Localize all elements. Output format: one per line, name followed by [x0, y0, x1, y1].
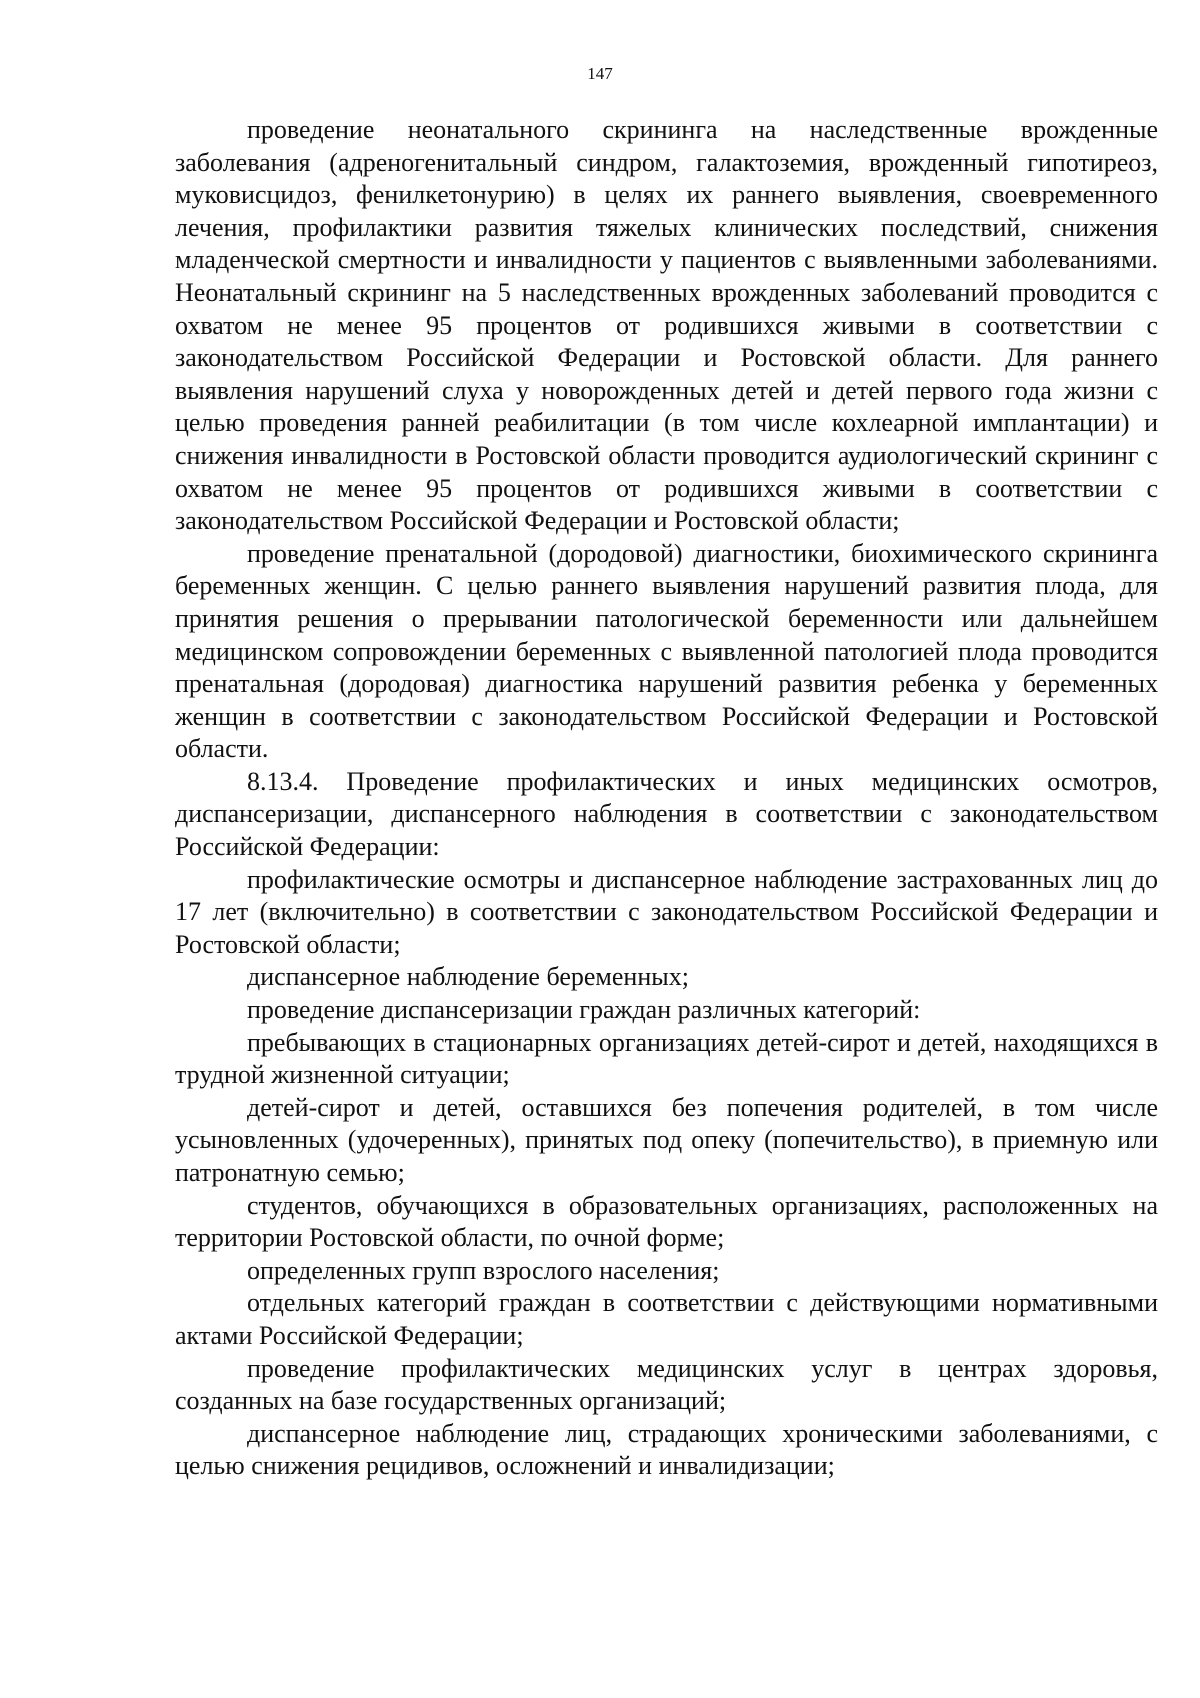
paragraph-chronic-observation: диспансерное наблюдение лиц, страдающих хроническими заболеваниями, с целью снижения рецидивов, осложнений и инвалидизации;: [175, 1418, 1158, 1481]
paragraph-dispensarization-categories: проведение диспансеризации граждан различных категорий:: [247, 995, 921, 1025]
paragraph-prenatal-diagnostics: проведение пренатальной (дородовой) диагностики, биохимического скрининга беременных женщин. С целью раннего выявления нарушений развития плода, для принятия решения о прерывании патологической беременности или дальнейшем медицинском сопровождении беременных с выявленной патологией плода проводится пренатальная (дородовая) диагностика нарушений развития ребенка у беременных женщин в соответствии с законодательством Российской Федерации и Ростовской области.: [175, 538, 1158, 764]
list-item-citizen-categories: отдельных категорий граждан в соответствии с действующими нормативными актами Российской Федерации;: [175, 1288, 1158, 1350]
list-item-students: студентов, обучающихся в образовательных организациях, расположенных на территории Ростовской области, по очной форме;: [175, 1190, 1158, 1253]
section-heading-8-13-4: 8.13.4. Проведение профилактических и иных медицинских осмотров, диспансеризации, диспансерного наблюдения в соответствии с законодательством Российской Федерации:: [175, 766, 1158, 862]
paragraph-neonatal-screening: проведение неонатального скрининга на наследственные врожденные заболевания (адреногенитальный синдром, галактоземия, врожденный гипотиреоз, муковисцидоз, фенилкетонурию) в целях их раннего выявления, своевременного лечения, профилактики развития тяжелых клинических последствий, снижения младенческой смертности и инвалидности у пациентов с выявленными заболеваниями. Неонатальный скрининг на 5 наследственных врожденных заболеваний проводится с охватом не менее 95 процентов от родившихся живыми в соответствии с законодательством Российской Федерации и Ростовской области. Для раннего выявления нарушений слуха у новорожденных детей и детей первого года жизни с целью проведения ранней реабилитации (в том числе кохлеарной имплантации) и снижения инвалидности в Ростовской области проводится аудиологический скрининг с охватом не менее 95 процентов от родившихся живыми в соответствии с законодательством Российской Федерации и Ростовской области;: [175, 115, 1158, 536]
list-item-orphans-adopted: детей-сирот и детей, оставшихся без попечения родителей, в том числе усыновленных (удочеренных), принятых под опеку (попечительство), в приемную или патронатную семью;: [175, 1092, 1158, 1187]
paragraph-health-centers: проведение профилактических медицинских услуг в центрах здоровья, созданных на базе государственных организаций;: [175, 1353, 1158, 1416]
document-body: [175, 114, 1158, 1483]
list-item-orphans-in-institutions: пребывающих в стационарных организациях детей-сирот и детей, находящихся в трудной жизненной ситуации;: [175, 1027, 1158, 1090]
page-number: 147: [587, 64, 613, 83]
paragraph-pregnancy-observation: диспансерное наблюдение беременных;: [247, 962, 689, 992]
paragraph-preventive-exams: профилактические осмотры и диспансерное наблюдение застрахованных лиц до 17 лет (включительно) в соответствии с законодательством Российской Федерации и Ростовской области;: [175, 864, 1158, 959]
list-item-adult-groups: определенных групп взрослого населения;: [247, 1255, 720, 1285]
